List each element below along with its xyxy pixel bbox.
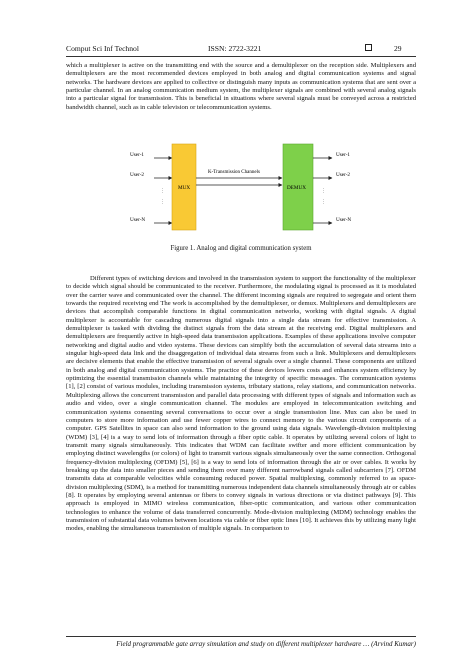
mux-label: MUX xyxy=(178,185,191,191)
demux-label: DEMUX xyxy=(287,185,307,191)
input-label-2: User-2 xyxy=(130,172,145,178)
body-paragraph-2: Different types of switching devices and involved in the transmission system to support the functionality of the multiplexer to decide which signal should be communicated to the receiver. Furthermore, the modulating signal is processed as it is modulated over the carrier wave and communicated over the channel. The different incoming signals are required to segregate and orient them towards the required receiving end The work is accomplished by the demultiplexer, or demux. Multiplexers and demultiplexers are devices that accomplish comparable functions in digital communication networks, working with digital signals. A digital multiplexer is accountable for cascading numerous digital signals into a single data stream for effective transmission. A demultiplexer is tasked with dividing the distinct signals from the data stream at the receiving end. Digital multiplexers and demultiplexers are frequently active in high-speed data transmission applications. Examples of these applications involve computer networking and digital audio and video systems. These devices can simplify both the accumulation of several data streams into a singular high-speed data link and the disaggregation of individual data streams from such a link. Multiplexers and demultiplexers are decisive elements that enable the effective transmission of several signals over a single channel. These components are utilized in both analog and digital communication systems. The practice of these devices lowers costs and enhances system efficiency by optimizing the essential transmission channels while maintaining the integrity of specific messages. The communication systems [1], [2] consist of various modules, including transmission systems, tributary stations, relay stations, and communication networks. Multiplexing allows the concurrent transmission and parallel data processing with different types of signals and information such as audio and video, over a single communication channel. The modules are employed in telecommunication switching and communication systems consenting several conversations to occur over a single transmission line. Mux can also be used in computers to store more information and use fewer copper wires to connect memory to the various circuit components of a computer. GPS Satellites in space can also send information to the ground using data signals. Wavelength-division multiplexing (WDM) [3], [4] is a way to send lots of information through a fiber optic cable. It operates by utilizing several colors of light to transmit many signals simultaneously. This indicates that WDM can facilitate swifter and more efficient communication by employing distinct wavelengths (or colors) of light to transmit various signals simultaneously over the same connection. Orthogonal frequency-division multiplexing (OFDM) [5], [6] is a way to send lots of information through the air or over cables. It works by breaking up the data into smaller pieces and sending them over many different narrowband signals called subcarriers [7]. OFDM transmits data at comparable velocities while consuming reduced power. Spatial multiplexing, commonly referred to as space-division multiplexing (SDM), is a method for transmitting numerous independent data channels simultaneously through air or cables [8]. It operates by employing several antennas or fibers to convey signals in various directions or via distinct pathways [9]. This approach is employed in MIMO wireless communication, fiber-optic communication, and various other communication technologies to enhance the volume of data transferred concurrently. Mode-division multiplexing (MDM) technology enables the transmission of substantial data volumes between locations via cable or fiber optic lines [10]. It achieves this by utilizing many light modes, enabling the simultaneous transmission of multiple signals. In comparison to xyxy=(66,275,416,533)
input-label-1: User-1 xyxy=(130,152,145,158)
output-ellipsis: ⋮ xyxy=(321,189,326,194)
journal-name: Comput Sci Inf Technol xyxy=(66,44,139,53)
header-divider xyxy=(66,56,416,57)
output-label-1: User-1 xyxy=(336,152,351,158)
output-label-2: User-2 xyxy=(336,172,351,178)
body-paragraph-1: which a multiplexer is active on the transmitting end with the source and a demultiplexer on the reception side. Multiplexers and demultiplexers are the most recommended devices employed in both analog and digital communication systems and signal networks. The hardware devices are applied to collective or distinguish many inputs as communication systems that are sent over a particular channel. In an analog communication medium system, the multiplexer signals are combined with several analog signals into a particular signal for transmission. This is beneficial in situations where several signals must be conveyed across a restricted bandwidth channel, such as in cable television or telecommunication systems. xyxy=(66,62,416,111)
running-footer: Field programmable gate array simulation and study on different multiplexer hardware … (Arvind Kumar) xyxy=(116,640,416,648)
footer-divider xyxy=(66,636,416,637)
output-label-n: User-N xyxy=(336,217,352,223)
page-header xyxy=(66,44,416,56)
output-ellipsis-2: ⋮ xyxy=(321,200,326,205)
communication-system-diagram xyxy=(120,140,362,236)
input-label-n: User-N xyxy=(130,217,146,223)
page-number: 29 xyxy=(394,44,402,53)
issn: ISSN: 2722-3221 xyxy=(208,44,262,53)
square-icon xyxy=(365,44,372,51)
input-ellipsis-2: ⋮ xyxy=(160,200,165,205)
figure-caption: Figure 1. Analog and digital communication system xyxy=(170,245,312,252)
input-ellipsis: ⋮ xyxy=(160,189,165,194)
channel-label: K-Transmission Channels xyxy=(208,170,260,175)
